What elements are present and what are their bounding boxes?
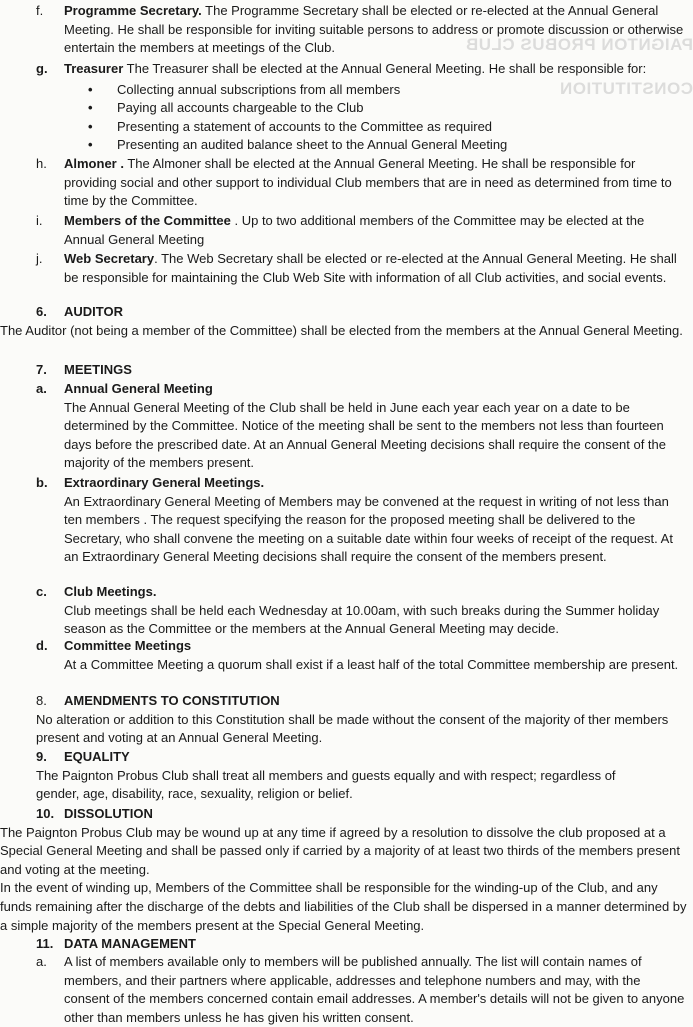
section-6-text: The Auditor (not being a member of the Committee) shall be elected from the members at the Annual General Meeting. bbox=[0, 322, 687, 341]
list-item: • Presenting an audited balance sheet to the Annual General Meeting bbox=[0, 136, 693, 155]
section-7a bbox=[0, 380, 693, 473]
section-f-text: The Programme Secretary shall be elected or re-elected at the Annual General Meeting. He shall be responsible for inviting suitable persons to address or promote discussion or otherwise entertain the members at meetings of the Club. bbox=[64, 3, 683, 55]
section-11a-text: A list of members available only to members will be published annually. The list will contain names of members, and their partners where applicable, addresses and telephone numbers and may, with the consent of the members concerned contain email addresses. A member's details will not be given to anyone other than members unless he has given his written consent. bbox=[64, 953, 685, 1027]
section-9 bbox=[0, 748, 693, 804]
section-10 bbox=[0, 805, 693, 935]
section-g-title: Treasurer bbox=[64, 61, 123, 76]
section-g bbox=[0, 60, 693, 155]
section-11a-label: a. bbox=[36, 953, 47, 972]
section-11-title: DATA MANAGEMENT bbox=[64, 935, 693, 954]
section-11 bbox=[0, 935, 693, 954]
section-7c-text: Club meetings shall be held each Wednesday at 10.00am, with such breaks during the Summer holiday season as the Committee or the members at the Annual General Meeting may decide. bbox=[64, 602, 685, 639]
section-7b-text: An Extraordinary General Meeting of Members may be convened at the request in writing of not less than ten members . The request specifying the reason for the proposed meeting shall be delivered to the Secretary, who shall convene the meeting on a suitable date within four weeks of receipt of the request. At an Extraordinary General Meeting decisions shall require the consent of the members present. bbox=[64, 493, 685, 567]
section-11-label: 11. bbox=[36, 935, 53, 954]
section-7c-label: c. bbox=[36, 583, 47, 602]
section-j-text: . The Web Secretary shall be elected or re-elected at the Annual General Meeting. He shall be responsible for maintaining the Club Web Site with information of all Club activities, and social events. bbox=[64, 251, 677, 285]
section-g-label: g. bbox=[36, 60, 48, 79]
list-item: • Collecting annual subscriptions from all members bbox=[0, 81, 693, 100]
section-6-title: AUDITOR bbox=[64, 303, 693, 322]
section-7-title: MEETINGS bbox=[64, 361, 693, 380]
list-item: • Presenting a statement of accounts to the Committee as required bbox=[0, 118, 693, 137]
section-i-text: . Up to two additional members of the Committee may be elected at the Annual General Meeting bbox=[64, 213, 644, 247]
section-8 bbox=[0, 692, 693, 748]
section-f-title: Programme Secretary. bbox=[64, 3, 202, 18]
section-6 bbox=[0, 303, 693, 340]
section-h-label: h. bbox=[36, 155, 47, 174]
section-10-label: 10. bbox=[36, 805, 54, 824]
section-j-title: Web Secretary bbox=[64, 251, 154, 266]
section-10-text-2: In the event of winding up, Members of the Committee shall be responsible for the winding-up of the Club, and any funds remaining after the discharge of the debts and liabilities of the Club shall be dispersed in a manner determined by a simple majority of the members present at the Special General Meeting. bbox=[0, 879, 687, 935]
section-7b-title: Extraordinary General Meetings. bbox=[64, 474, 685, 493]
section-8-label: 8. bbox=[36, 692, 47, 711]
section-7a-label: a. bbox=[36, 380, 47, 399]
section-9-label: 9. bbox=[36, 748, 47, 767]
section-7d-title: Committee Meetings bbox=[64, 637, 685, 656]
section-j-label: j. bbox=[36, 250, 43, 269]
section-7d-label: d. bbox=[36, 637, 48, 656]
section-g-text: The Treasurer shall be elected at the Annual General Meeting. He shall be responsible for: bbox=[123, 61, 646, 76]
section-7d-text: At a Committee Meeting a quorum shall exist if a least half of the total Committee membership are present. bbox=[64, 656, 685, 675]
section-h bbox=[0, 155, 693, 211]
section-h-text: The Almoner shall be elected at the Annual General Meeting. He shall be responsible for providing social and other support to individual Club members that are in need as determined from time to time by the Committee. bbox=[64, 156, 672, 208]
section-7c-title: Club Meetings. bbox=[64, 583, 685, 602]
ghost-title: PAIGNTON PROBUS CLUB bbox=[465, 36, 693, 53]
section-9-text: The Paignton Probus Club shall treat all members and guests equally and with respect; regardless of gender, age, disability, race, sexuality, religion or belief. bbox=[36, 767, 653, 804]
treasurer-duties-list bbox=[0, 81, 693, 155]
section-h-title: Almoner . bbox=[64, 156, 124, 171]
list-item: • Paying all accounts chargeable to the Club bbox=[0, 99, 693, 118]
section-8-title: AMENDMENTS TO CONSTITUTION bbox=[64, 692, 693, 711]
ghost-subtitle: CONSTITUTION bbox=[560, 80, 693, 97]
section-7-label: 7. bbox=[36, 361, 47, 380]
section-7a-text: The Annual General Meeting of the Club shall be held in June each year each year on a date to be determined by the Committee. Notice of the meeting shall be sent to the members not less than fourteen days before the prescribed date. At an Annual General Meeting decisions shall require the consent of the majority of the members present. bbox=[64, 399, 685, 473]
section-7c bbox=[0, 583, 693, 639]
section-i-label: i. bbox=[36, 212, 43, 231]
section-11a bbox=[0, 953, 693, 1027]
section-7a-title: Annual General Meeting bbox=[64, 380, 685, 399]
section-j bbox=[0, 250, 693, 287]
section-f-label: f. bbox=[36, 2, 43, 21]
section-7b bbox=[0, 474, 693, 567]
section-10-title: DISSOLUTION bbox=[64, 805, 693, 824]
section-9-title: EQUALITY bbox=[64, 748, 693, 767]
section-7d bbox=[0, 637, 693, 674]
section-10-text-1: The Paignton Probus Club may be wound up at any time if agreed by a resolution to dissolve the club proposed at a Special General Meeting and shall be passed only if carried by a majority of at least two thirds of the members present and voting at the meeting. bbox=[0, 824, 687, 880]
section-7 bbox=[0, 361, 693, 380]
section-i-title: Members of the Committee bbox=[64, 213, 231, 228]
section-i bbox=[0, 212, 693, 249]
section-8-text: No alteration or addition to this Constitution shall be made without the consent of the majority of ther members present and voting at an Annual General Meeting. bbox=[36, 711, 687, 748]
section-f bbox=[0, 2, 693, 58]
section-6-label: 6. bbox=[36, 303, 47, 322]
section-7b-label: b. bbox=[36, 474, 48, 493]
